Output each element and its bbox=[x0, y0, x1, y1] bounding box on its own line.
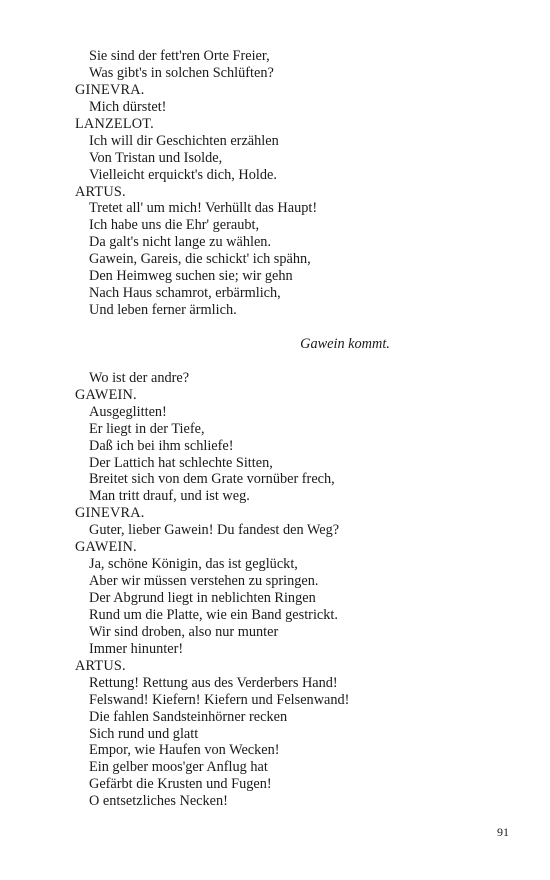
verse-line: Mich dürstet! bbox=[89, 98, 167, 115]
verse-line: Gawein, Gareis, die schickt' ich spähn, bbox=[89, 251, 311, 268]
verse-line: Er liegt in der Tiefe, bbox=[89, 420, 205, 437]
verse-line: Von Tristan und Isolde, bbox=[89, 149, 223, 166]
verse-line: Aber wir müssen verstehen zu springen. bbox=[89, 573, 319, 590]
verse-line: Gefärbt die Krusten und Fugen! bbox=[89, 776, 272, 793]
page-number: 91 bbox=[497, 825, 509, 839]
verse-line: Was gibt's in solchen Schlüften? bbox=[89, 64, 274, 81]
speaker-name: GINEVRA. bbox=[75, 505, 145, 522]
verse-line: Den Heimweg suchen sie; wir gehn bbox=[89, 268, 293, 285]
play-text-page bbox=[75, 48, 495, 810]
verse-line: Immer hinunter! bbox=[89, 640, 184, 657]
verse-line: Da galt's nicht lange zu wählen. bbox=[89, 234, 272, 251]
verse-line: Sie sind der fett'ren Orte Freier, bbox=[89, 48, 270, 64]
stage-direction: Gawein kommt. bbox=[300, 335, 390, 352]
verse-line: Rund um die Platte, wie ein Band gestrickt. bbox=[89, 606, 338, 623]
verse-line: O entsetzliches Necken! bbox=[89, 793, 228, 810]
verse-line: Wir sind droben, also nur munter bbox=[89, 623, 279, 640]
verse-line: Empor, wie Haufen von Wecken! bbox=[89, 742, 280, 759]
verse-line: Tretet all' um mich! Verhüllt das Haupt! bbox=[89, 200, 318, 217]
verse-line: Breitet sich von dem Grate vornüber frech, bbox=[89, 471, 335, 488]
verse-line: Die fahlen Sandsteinhörner recken bbox=[89, 708, 288, 725]
verse-line: Man tritt drauf, und ist weg. bbox=[89, 488, 250, 505]
verse-line: Guter, lieber Gawein! Du fandest den Weg? bbox=[89, 522, 340, 539]
verse-line: Der Lattich hat schlechte Sitten, bbox=[89, 454, 273, 471]
speaker-name: ARTUS. bbox=[75, 183, 126, 200]
verse-line: Sich rund und glatt bbox=[89, 725, 199, 742]
verse-line: Ausgeglitten! bbox=[89, 403, 167, 420]
verse-line: Vielleicht erquickt's dich, Holde. bbox=[89, 166, 277, 183]
speaker-name: ARTUS. bbox=[75, 657, 126, 674]
verse-line: Wo ist der andre? bbox=[89, 369, 190, 386]
speaker-name: GAWEIN. bbox=[75, 386, 137, 403]
verse-line: Ich will dir Geschichten erzählen bbox=[89, 132, 279, 149]
verse-line: Nach Haus schamrot, erbärmlich, bbox=[89, 285, 281, 302]
verse-line: Der Abgrund liegt in neblichten Ringen bbox=[89, 590, 316, 606]
blank-line bbox=[75, 319, 495, 336]
verse-line: Ein gelber moos'ger Anflug hat bbox=[89, 759, 268, 776]
verse-line: Daß ich bei ihm schliefe! bbox=[89, 437, 234, 454]
speaker-name: GAWEIN. bbox=[75, 539, 137, 556]
verse-line: Ich habe uns die Ehr' geraubt, bbox=[89, 217, 260, 234]
verse-line: Ja, schöne Königin, das ist geglückt, bbox=[89, 556, 298, 573]
verse-line: Und leben ferner ärmlich. bbox=[89, 302, 237, 319]
verse-line: Felswand! Kiefern! Kiefern und Felsenwand! bbox=[89, 691, 350, 708]
speaker-name: GINEVRA. bbox=[75, 81, 145, 98]
verse-line: Rettung! Rettung aus des Verderbers Hand! bbox=[89, 674, 338, 691]
speaker-name: LANZELOT. bbox=[75, 115, 154, 132]
blank-line bbox=[75, 353, 495, 370]
